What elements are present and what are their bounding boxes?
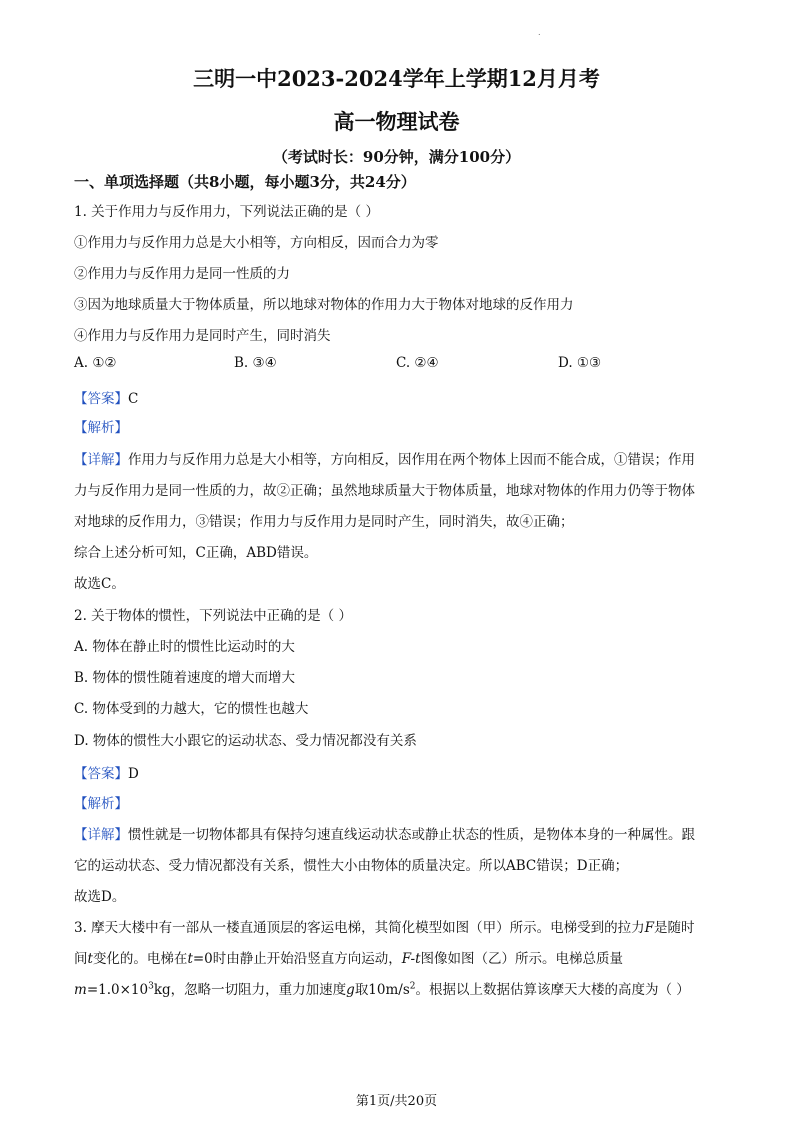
q2-detail-line: 【详解】惯性就是一切物体都具有保持匀速直线运动状态或静止状态的性质，是物体本身的一种属性。跟 [74, 827, 695, 843]
var-t: t [87, 951, 93, 967]
answer-value: D [128, 766, 139, 782]
exam-info: （考试时长：90分钟，满分100分） [272, 148, 521, 166]
detail-tag: 【详解】 [74, 827, 128, 843]
q1-detail-line: 对地球的反作用力，③错误；作用力与反作用力是同时产生，同时消失，故④正确； [74, 514, 574, 530]
q2-option-c: C. 物体受到的力越大，它的惯性也越大 [74, 701, 309, 717]
var-t0: t [187, 951, 193, 967]
answer-value: C [128, 391, 139, 407]
q1-option-c: C. ②④ [396, 355, 439, 371]
q1-analysis-tag: 【解析】 [74, 420, 128, 436]
exam-title: 三明一中2023-2024学年上学期12月月考 [193, 66, 600, 91]
var-g: g [346, 982, 355, 998]
q1-detail-line: 力与反作用力是同一性质的力，故②正确；虽然地球质量大于物体质量，地球对物体的作用力仍等于物体 [74, 483, 695, 499]
q2-detail-line: 它的运动状态、受力情况都没有关系，惯性大小由物体的质量决定。所以ABC错误；D正确； [74, 858, 629, 874]
q1-option-d: D. ①③ [558, 355, 602, 371]
q3-line: 3. 摩天大楼中有一部从一楼直通顶层的客运电梯，其简化模型如图（甲）所示。电梯受到的拉力F是随时 [74, 920, 695, 936]
q1-statement: ①作用力与反作用力总是大小相等，方向相反，因而合力为零 [74, 235, 439, 251]
answer-tag: 【答案】 [74, 766, 128, 782]
q2-analysis-tag: 【解析】 [74, 796, 128, 812]
q2-stem: 2. 关于物体的惯性，下列说法中正确的是（ ） [74, 608, 352, 624]
page-dot: . [538, 28, 541, 37]
q1-option-a: A. ①② [74, 355, 117, 371]
q1-stem: 1. 关于作用力与反作用力，下列说法正确的是（ ） [74, 204, 379, 220]
section-title: 一、单项选择题（共8小题，每小题3分，共24分） [74, 173, 416, 191]
var-ft: F-t [401, 951, 421, 967]
q3-line: 间t变化的。电梯在t=0时由静止开始沿竖直方向运动，F-t图像如图（乙）所示。电梯总质量 [74, 951, 624, 967]
q2-option-d: D. 物体的惯性大小跟它的运动状态、受力情况都没有关系 [74, 733, 417, 749]
q1-detail-line: 综合上述分析可知，C正确，ABD错误。 [74, 545, 318, 561]
q2-detail-line: 故选D。 [74, 889, 126, 905]
q1-statement: ③因为地球质量大于物体质量，所以地球对物体的作用力大于物体对地球的反作用力 [74, 297, 574, 313]
q2-answer [74, 762, 139, 782]
var-f: F [644, 920, 655, 936]
detail-tag: 【详解】 [74, 452, 128, 468]
q1-option-b: B. ③④ [234, 355, 277, 371]
var-m: m [74, 982, 87, 998]
q1-detail-line: 【详解】作用力与反作用力总是大小相等，方向相反，因作用在两个物体上因而不能合成，①错误；作用 [74, 452, 695, 468]
q1-statement: ②作用力与反作用力是同一性质的力 [74, 266, 290, 282]
exam-subtitle: 高一物理试卷 [333, 109, 460, 134]
q1-detail-line: 故选C。 [74, 576, 125, 592]
q3-line: $m=1.0\times 10^3kg$，忽略一切阻力，重力加速度g取$10m/s^2$。根据以上数据估算该摩天大楼的高度为（ ） [74, 981, 690, 998]
q1-statement: ④作用力与反作用力是同时产生，同时消失 [74, 328, 331, 344]
q1-answer [74, 387, 138, 407]
page-footer: 第1页/共20页 [355, 1094, 438, 1109]
q2-option-b: B. 物体的惯性随着速度的增大而增大 [74, 670, 296, 686]
q2-option-a: A. 物体在静止时的惯性比运动时的大 [74, 639, 295, 655]
answer-tag: 【答案】 [74, 391, 128, 407]
